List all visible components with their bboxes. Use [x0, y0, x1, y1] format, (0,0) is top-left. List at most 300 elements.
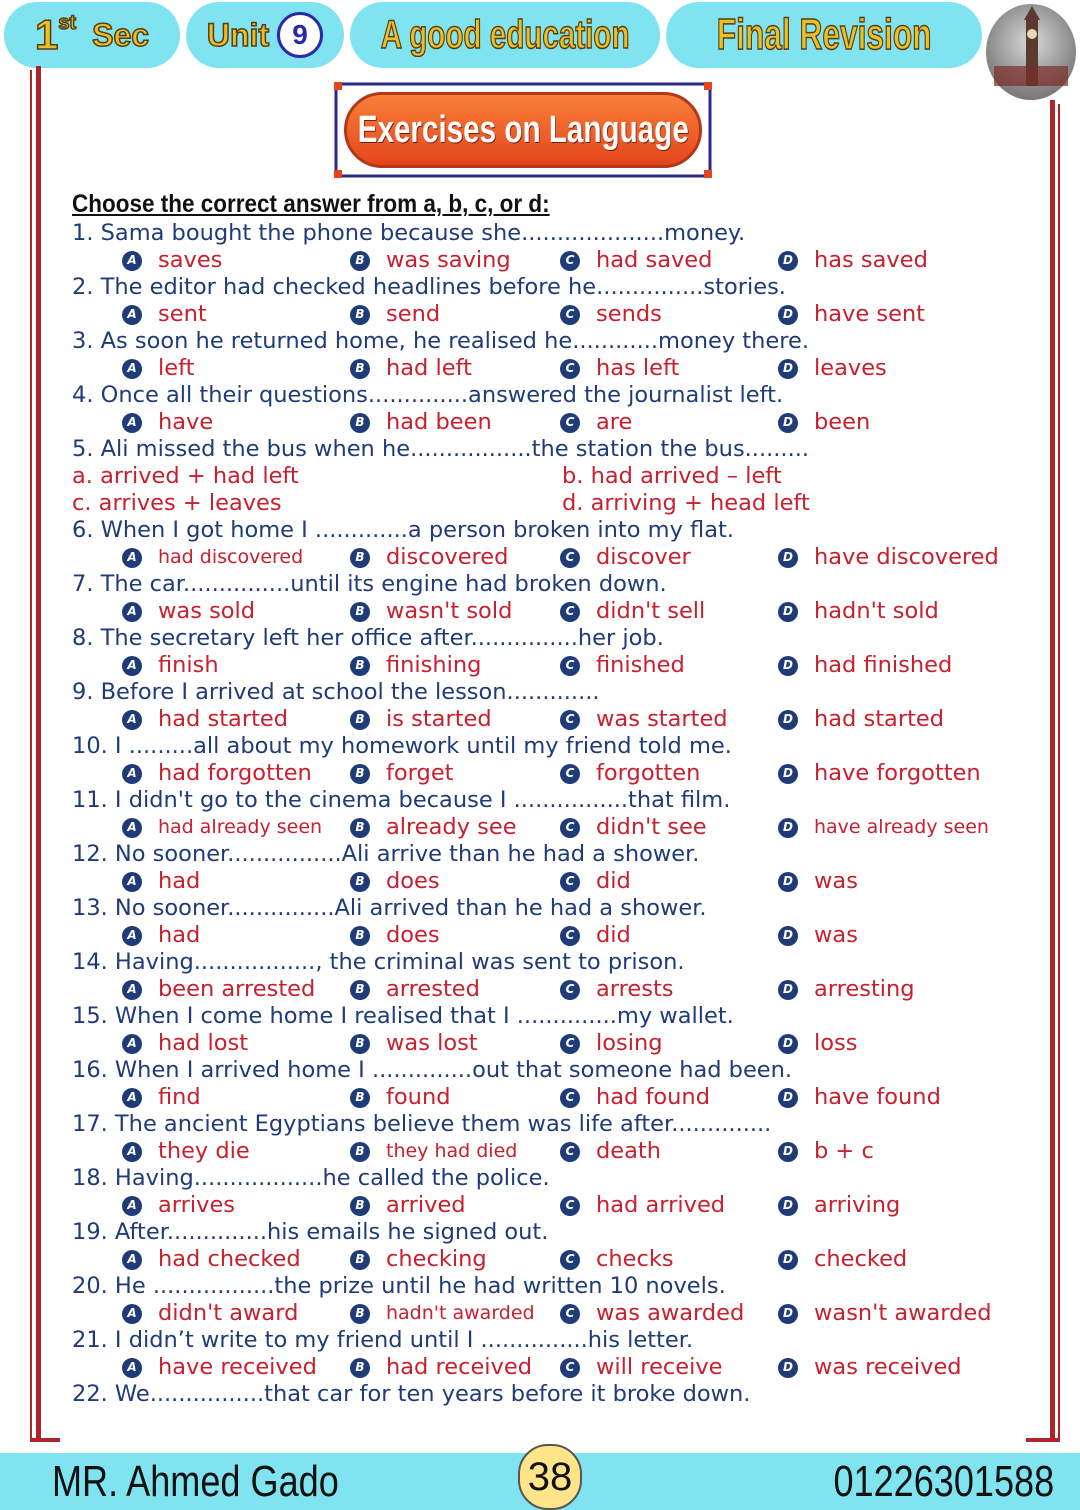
answer-option[interactable] [122, 1030, 248, 1057]
answer-option[interactable] [350, 409, 492, 436]
right-border-thin [1058, 104, 1060, 1440]
option-text: arrives [158, 1192, 236, 1218]
option-text: had started [158, 706, 289, 732]
option-letter-badge: D [778, 1304, 798, 1324]
answer-option[interactable] [560, 1084, 710, 1111]
option-text: had saved [596, 247, 713, 273]
answer-option[interactable] [350, 652, 481, 679]
option-text: have discovered [814, 544, 999, 570]
option-letter-badge: C [560, 359, 580, 379]
option-text: had finished [814, 652, 953, 678]
option-text: did [596, 922, 631, 948]
section-label: Final Revision [716, 10, 932, 59]
option-letter-badge: D [778, 305, 798, 325]
option-letter-badge: D [778, 926, 798, 946]
answer-option[interactable] [122, 409, 213, 436]
option-text: left [158, 355, 195, 381]
option-text: had forgotten [158, 760, 312, 786]
answer-option[interactable] [350, 598, 512, 625]
question-text: 8. The secretary left her office after...............her job. [72, 625, 664, 651]
option-row [72, 544, 1032, 571]
answer-option[interactable] [122, 652, 219, 679]
option-row [72, 355, 1032, 382]
option-letter-badge: B [350, 251, 370, 271]
answer-option[interactable] [560, 706, 728, 733]
option-text: checks [596, 1246, 674, 1272]
option-text: have received [158, 1354, 317, 1380]
option-row [72, 760, 1032, 787]
option-letter-badge: B [350, 548, 370, 568]
option-letter-badge: D [778, 548, 798, 568]
option-text: was lost [386, 1030, 478, 1056]
option-text: sends [596, 301, 662, 327]
answer-option[interactable] [122, 544, 303, 571]
option-letter-badge: C [560, 1196, 580, 1216]
option-letter-badge: A [122, 710, 142, 730]
option-letter-badge: A [122, 1142, 142, 1162]
banner-title: Exercises on Language [357, 108, 689, 151]
answer-option[interactable] [778, 355, 887, 382]
option-text: have already seen [814, 816, 989, 838]
option-letter-badge: B [350, 764, 370, 784]
answer-option[interactable] [560, 1354, 723, 1381]
option-letter-badge: B [350, 818, 370, 838]
answer-option[interactable] [778, 544, 999, 571]
option-letter-badge: B [350, 359, 370, 379]
question-text: 2. The editor had checked headlines before he...............stories. [72, 274, 786, 300]
answer-option[interactable] [560, 922, 631, 949]
question-text: 6. When I got home I .............a person broken into my flat. [72, 517, 734, 543]
option-text: does [386, 868, 440, 894]
option-letter-badge: B [350, 656, 370, 676]
left-border-thin [30, 70, 32, 1442]
question-text: 12. No sooner................Ali arrive than he had a shower. [72, 841, 700, 867]
answer-option[interactable] [350, 1246, 487, 1273]
answer-option[interactable] [350, 976, 480, 1003]
option-row [72, 1300, 1032, 1327]
answer-option[interactable] [350, 868, 440, 895]
option-text: finish [158, 652, 219, 678]
option-text: loss [814, 1030, 858, 1056]
answer-option[interactable] [560, 652, 685, 679]
option-text: have forgotten [814, 760, 981, 786]
option-row [72, 922, 1032, 949]
option-text: forget [386, 760, 454, 786]
option-letter-badge: B [350, 305, 370, 325]
answer-option[interactable] [560, 1300, 744, 1327]
answer-option[interactable] [350, 1030, 478, 1057]
option-text: they had died [386, 1140, 518, 1162]
answer-option[interactable] [778, 868, 858, 895]
option-letter-badge: D [778, 818, 798, 838]
option-letter-badge: C [560, 872, 580, 892]
answer-option[interactable] [560, 976, 674, 1003]
option-letter-badge: C [560, 818, 580, 838]
question-text: 22. We................that car for ten years before it broke down. [72, 1381, 751, 1407]
option-letter-badge: B [350, 1034, 370, 1054]
answer-option[interactable] [122, 1192, 235, 1219]
option-row [72, 706, 1032, 733]
option-letter-badge: C [560, 926, 580, 946]
option-text: didn't see [596, 814, 707, 840]
right-corner [1026, 1438, 1060, 1442]
answer-option[interactable] [350, 1354, 532, 1381]
answer-option[interactable] [560, 1138, 661, 1165]
answer-option[interactable] [122, 1246, 301, 1273]
right-border-line [1050, 100, 1055, 1440]
answer-option[interactable] [778, 1192, 900, 1219]
answer-option[interactable] [350, 1300, 535, 1327]
option-row [72, 652, 1032, 679]
option-text: didn't sell [596, 598, 706, 624]
option-row [72, 1138, 1032, 1165]
exercises-banner [344, 92, 702, 168]
option-row [72, 868, 1032, 895]
answer-option[interactable] [122, 247, 222, 274]
answer-option[interactable] [350, 544, 508, 571]
option-letter-badge: D [778, 1034, 798, 1054]
question-text: 5. Ali missed the bus when he.................the station the bus......... [72, 436, 810, 462]
option-letter-badge: B [350, 1304, 370, 1324]
option-letter-badge: A [122, 1034, 142, 1054]
option-letter-badge: A [122, 1196, 142, 1216]
option-letter-badge: D [778, 656, 798, 676]
option-letter-badge: D [778, 359, 798, 379]
answer-option[interactable] [350, 1084, 451, 1111]
answer-option[interactable]: a. arrived + had left [72, 463, 299, 489]
answer-option[interactable] [778, 1138, 874, 1165]
option-text: had been [386, 409, 492, 435]
option-letter-badge: A [122, 926, 142, 946]
page-number: 38 [518, 1444, 582, 1510]
option-row [72, 1192, 1032, 1219]
answer-option[interactable] [560, 598, 705, 625]
option-letter-badge: C [560, 656, 580, 676]
option-row [72, 1246, 1032, 1273]
option-letter-badge: C [560, 980, 580, 1000]
answer-option[interactable] [778, 760, 981, 787]
option-text: had discovered [158, 546, 304, 568]
option-text: had checked [158, 1246, 301, 1272]
answer-option[interactable] [778, 976, 915, 1003]
answer-option[interactable] [560, 544, 691, 571]
option-text: had [158, 868, 201, 894]
answer-option[interactable] [350, 1192, 466, 1219]
question-text: 20. He .................the prize until he had written 10 novels. [72, 1273, 726, 1299]
question-text: 9. Before I arrived at school the lesson............. [72, 679, 600, 705]
answer-option[interactable] [560, 814, 707, 841]
option-text: already see [386, 814, 517, 840]
option-letter-badge: A [122, 359, 142, 379]
answer-option[interactable] [778, 301, 925, 328]
option-text: was awarded [596, 1300, 745, 1326]
answer-option[interactable] [122, 760, 312, 787]
option-letter-badge: C [560, 602, 580, 622]
question-text: 13. No sooner...............Ali arrived than he had a shower. [72, 895, 707, 921]
answer-option[interactable] [122, 868, 200, 895]
option-row [72, 1030, 1032, 1057]
option-letter-badge: C [560, 1250, 580, 1270]
option-text: discovered [386, 544, 509, 570]
answer-option[interactable] [350, 355, 472, 382]
option-text: wasn't sold [386, 598, 513, 624]
option-text: find [158, 1084, 201, 1110]
question-text: 15. When I come home I realised that I ..............my wallet. [72, 1003, 734, 1029]
option-text: are [596, 409, 633, 435]
option-letter-badge: B [350, 1088, 370, 1108]
option-letter-badge: B [350, 872, 370, 892]
option-letter-badge: D [778, 413, 798, 433]
option-row [72, 409, 1032, 436]
left-border-line [36, 66, 41, 1442]
option-text: hadn't awarded [386, 1302, 535, 1324]
option-text: saves [158, 247, 223, 273]
option-text: checked [814, 1246, 908, 1272]
option-text: arrests [596, 976, 674, 1002]
option-letter-badge: B [350, 413, 370, 433]
answer-option[interactable] [350, 706, 492, 733]
option-letter-badge: C [560, 305, 580, 325]
option-text: is started [386, 706, 492, 732]
answer-option[interactable] [778, 1354, 962, 1381]
answer-option[interactable] [122, 1138, 250, 1165]
option-text: was [814, 868, 858, 894]
question-text: 7. The car...............until its engine had broken down. [72, 571, 667, 597]
answer-option[interactable] [778, 598, 939, 625]
option-letter-badge: C [560, 251, 580, 271]
answer-option[interactable] [560, 760, 700, 787]
option-text: hadn't sold [814, 598, 939, 624]
answer-option[interactable] [350, 247, 511, 274]
option-text: did [596, 868, 631, 894]
option-letter-badge: C [560, 548, 580, 568]
answer-option[interactable] [560, 1030, 663, 1057]
option-text: found [386, 1084, 451, 1110]
option-letter-badge: D [778, 1196, 798, 1216]
option-text: had received [386, 1354, 532, 1380]
answer-option[interactable] [560, 247, 712, 274]
option-text: finished [596, 652, 685, 678]
option-text: was sold [158, 598, 256, 624]
option-letter-badge: D [778, 1088, 798, 1108]
grade-label: Sec [92, 16, 150, 53]
answer-option[interactable] [778, 814, 989, 841]
grade-pill [4, 2, 180, 68]
option-row [72, 301, 1032, 328]
answer-option[interactable] [122, 1300, 298, 1327]
answer-option[interactable] [560, 301, 662, 328]
answer-option[interactable] [122, 301, 207, 328]
option-letter-badge: D [778, 1250, 798, 1270]
option-letter-badge: D [778, 980, 798, 1000]
option-letter-badge: A [122, 764, 142, 784]
question-text: 10. I .........all about my homework until my friend told me. [72, 733, 732, 759]
question-text: 18. Having..................he called the police. [72, 1165, 550, 1191]
answer-option[interactable] [778, 1300, 992, 1327]
unit-number: 9 [277, 12, 323, 58]
option-letter-badge: A [122, 818, 142, 838]
answer-option[interactable] [122, 976, 315, 1003]
option-text: finishing [386, 652, 482, 678]
option-text: have found [814, 1084, 941, 1110]
question-text: 17. The ancient Egyptians believe them was life after.............. [72, 1111, 772, 1137]
option-letter-badge: A [122, 980, 142, 1000]
option-letter-badge: B [350, 1196, 370, 1216]
option-text: been arrested [158, 976, 316, 1002]
option-text: they die [158, 1138, 250, 1164]
answer-option[interactable] [350, 1138, 517, 1165]
option-text: been [814, 409, 871, 435]
option-text: arresting [814, 976, 915, 1002]
grade-suffix: st [58, 12, 77, 34]
option-letter-badge: C [560, 413, 580, 433]
option-letter-badge: B [350, 602, 370, 622]
answer-option[interactable] [350, 760, 454, 787]
answer-option[interactable] [778, 409, 870, 436]
option-text: had [158, 922, 201, 948]
option-text: sent [158, 301, 207, 327]
answer-option[interactable] [350, 814, 517, 841]
answer-option[interactable] [122, 355, 194, 382]
answer-option[interactable] [778, 706, 944, 733]
option-letter-badge: A [122, 413, 142, 433]
option-text: arrested [386, 976, 480, 1002]
option-text: had left [386, 355, 472, 381]
option-text: didn't award [158, 1300, 299, 1326]
option-letter-badge: A [122, 1358, 142, 1378]
question-text: 14. Having................., the criminal was sent to prison. [72, 949, 685, 975]
option-row [72, 490, 1032, 517]
answer-option[interactable] [122, 598, 255, 625]
answer-option[interactable]: b. had arrived – left [562, 463, 782, 489]
option-letter-badge: A [122, 305, 142, 325]
answer-option[interactable] [560, 1192, 725, 1219]
option-text: send [386, 301, 441, 327]
answer-option[interactable] [778, 1246, 907, 1273]
answer-option[interactable] [560, 1246, 674, 1273]
option-letter-badge: D [778, 872, 798, 892]
option-letter-badge: A [122, 251, 142, 271]
unit-pill [186, 2, 344, 68]
option-text: has saved [814, 247, 928, 273]
option-letter-badge: C [560, 1142, 580, 1162]
option-letter-badge: C [560, 1088, 580, 1108]
option-text: checking [386, 1246, 487, 1272]
option-letter-badge: D [778, 251, 798, 271]
option-letter-badge: B [350, 1250, 370, 1270]
option-text: arrived [386, 1192, 466, 1218]
option-text: does [386, 922, 440, 948]
answer-option[interactable] [350, 922, 440, 949]
option-letter-badge: A [122, 1088, 142, 1108]
answer-option[interactable] [122, 922, 200, 949]
option-text: losing [596, 1030, 663, 1056]
option-text: was started [596, 706, 728, 732]
option-text: discover [596, 544, 691, 570]
option-text: b + c [814, 1138, 874, 1164]
option-text: death [596, 1138, 661, 1164]
answer-option[interactable] [122, 1084, 201, 1111]
option-letter-badge: A [122, 872, 142, 892]
option-letter-badge: C [560, 1034, 580, 1054]
option-letter-badge: C [560, 710, 580, 730]
answer-option[interactable] [560, 355, 679, 382]
option-letter-badge: B [350, 710, 370, 730]
option-text: have [158, 409, 214, 435]
option-letter-badge: D [778, 1358, 798, 1378]
instruction: Choose the correct answer from a, b, c, or d: [72, 190, 550, 218]
grade-number: 1 [34, 11, 59, 58]
left-corner [30, 1438, 60, 1442]
option-letter-badge: D [778, 1142, 798, 1162]
option-letter-badge: A [122, 1304, 142, 1324]
answer-option[interactable] [778, 652, 952, 679]
option-text: had found [596, 1084, 710, 1110]
answer-option[interactable]: c. arrives + leaves [72, 490, 282, 516]
option-row [72, 598, 1032, 625]
option-text: has left [596, 355, 680, 381]
option-letter-badge: D [778, 710, 798, 730]
option-letter-badge: A [122, 656, 142, 676]
answer-option[interactable] [122, 814, 322, 841]
answer-option[interactable] [122, 706, 288, 733]
unit-title-pill [350, 2, 660, 68]
answer-option[interactable] [560, 868, 631, 895]
answer-option[interactable] [122, 1354, 317, 1381]
option-row [72, 247, 1032, 274]
question-text: 11. I didn't go to the cinema because I ................that film. [72, 787, 731, 813]
option-row [72, 463, 1032, 490]
option-letter-badge: B [350, 1142, 370, 1162]
section-pill [666, 2, 982, 68]
option-letter-badge: D [778, 602, 798, 622]
option-text: forgotten [596, 760, 701, 786]
option-text: leaves [814, 355, 887, 381]
question-list [72, 220, 1032, 1408]
question-text: 1. Sama bought the phone because she....................money. [72, 220, 746, 246]
option-row [72, 976, 1032, 1003]
option-text: had already seen [158, 816, 323, 838]
option-letter-badge: A [122, 548, 142, 568]
option-text: have sent [814, 301, 926, 327]
answer-option[interactable]: d. arriving + head left [562, 490, 810, 516]
option-text: had lost [158, 1030, 249, 1056]
option-text: was saving [386, 247, 511, 273]
option-letter-badge: C [560, 764, 580, 784]
answer-option[interactable] [350, 301, 440, 328]
answer-option[interactable] [778, 1030, 857, 1057]
answer-option[interactable] [778, 247, 928, 274]
option-row [72, 1084, 1032, 1111]
option-letter-badge: A [122, 1250, 142, 1270]
option-row [72, 1354, 1032, 1381]
answer-option[interactable] [560, 409, 632, 436]
author-name: MR. Ahmed Gado [52, 1457, 339, 1506]
option-letter-badge: B [350, 1358, 370, 1378]
option-letter-badge: D [778, 764, 798, 784]
answer-option[interactable] [778, 922, 858, 949]
option-letter-badge: C [560, 1304, 580, 1324]
answer-option[interactable] [778, 1084, 941, 1111]
question-text: 19. After..............his emails he signed out. [72, 1219, 549, 1245]
big-ben-logo-icon [986, 4, 1076, 100]
question-text: 4. Once all their questions..............answered the journalist left. [72, 382, 784, 408]
option-letter-badge: A [122, 602, 142, 622]
unit-title: A good education [380, 12, 630, 57]
option-text: arriving [814, 1192, 901, 1218]
option-text: had started [814, 706, 945, 732]
option-text: wasn't awarded [814, 1300, 992, 1326]
